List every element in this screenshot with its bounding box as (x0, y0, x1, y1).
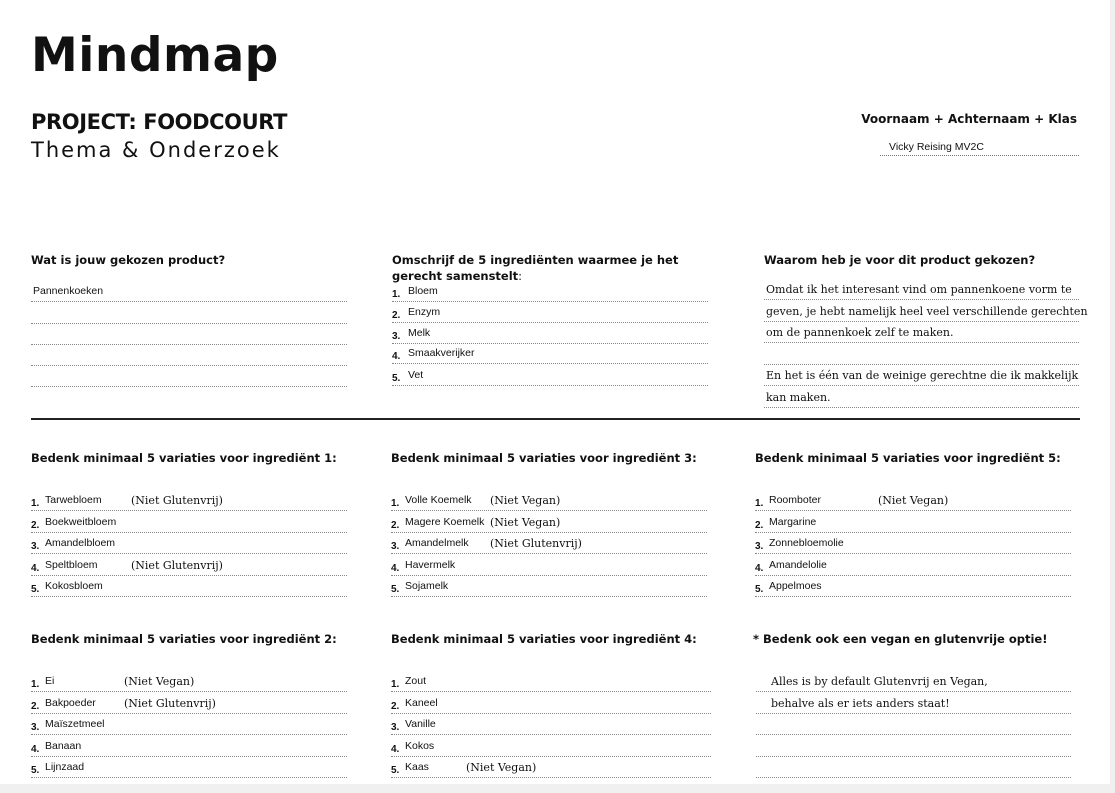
variation-note: (Niet Vegan) (490, 494, 561, 507)
variation-line[interactable] (31, 735, 347, 757)
variation-line[interactable] (31, 575, 347, 597)
answer-line[interactable] (31, 365, 347, 387)
variation-value: Magere Koemelk (405, 515, 485, 528)
vegan-line[interactable] (756, 670, 1071, 692)
ingredient-line[interactable] (392, 322, 708, 344)
variation-line[interactable] (31, 670, 347, 692)
project-theme: Thema & Onderzoek (31, 138, 281, 162)
variation-number: 2. (391, 519, 400, 531)
ingredient-number: 4. (392, 351, 401, 362)
ingredient-value: Smaakverijker (408, 347, 475, 359)
variation-question: Bedenk minimaal 5 variaties voor ingrediënt 2: (31, 632, 337, 646)
vegan-text: Alles is by default Glutenvrij en Vegan, (771, 675, 988, 688)
variation-value: Lijnzaad (45, 761, 85, 773)
variation-line[interactable] (755, 511, 1071, 533)
variation-value: Kokosbloem (45, 580, 103, 592)
vegan-line[interactable] (756, 735, 1071, 757)
reason-line[interactable] (764, 364, 1079, 386)
variation-value: Maïszetmeel (45, 718, 105, 730)
product-section (31, 252, 347, 297)
variation-note: (Niet Vegan) (124, 675, 195, 688)
variation-line[interactable] (391, 713, 711, 735)
variation-number: 1. (31, 498, 40, 509)
variation-question: Bedenk minimaal 5 variaties voor ingrediënt 1: (31, 451, 337, 465)
ingredient-value: Melk (408, 327, 431, 339)
ingredient-line[interactable] (392, 342, 708, 364)
variation-value: Banaan (45, 739, 82, 752)
variation-line[interactable] (391, 511, 707, 533)
variation-value: Appelmoes (769, 580, 822, 592)
variation-line[interactable] (391, 489, 707, 511)
variation-line[interactable] (391, 692, 711, 714)
variation-value: Bakpoeder (45, 696, 96, 709)
variation-number: 5. (31, 765, 40, 776)
ingredient-number: 2. (392, 310, 401, 321)
ingredient-line[interactable] (392, 301, 708, 323)
variation-value: Volle Koemelk (405, 494, 472, 506)
name-label: Voornaam + Achternaam + Klas (861, 112, 1077, 126)
reason-text: Omdat ik het interesant vind om pannenkoene vorm te (766, 283, 1072, 296)
ingredient-number: 1. (392, 289, 401, 300)
variation-section-1 (31, 450, 347, 595)
variation-number: 5. (391, 765, 400, 776)
variation-value: Speltbloem (45, 558, 98, 571)
reason-text: En het is één van de weinige gerechtne die ik makkelijk (766, 369, 1079, 382)
variation-note: (Niet Vegan) (490, 515, 561, 529)
variation-line[interactable] (31, 756, 347, 778)
project-title: PROJECT: FOODCOURT (31, 110, 288, 134)
variation-value: Roomboter (769, 494, 821, 506)
variation-line[interactable] (755, 489, 1071, 511)
variation-number: 1. (391, 498, 400, 509)
variation-value: Vanille (405, 718, 436, 730)
variation-line[interactable] (31, 532, 347, 554)
variation-value: Amandelolie (769, 558, 827, 571)
variation-number: 4. (391, 743, 400, 755)
variation-value: Amandelmelk (405, 537, 469, 549)
variation-value: Amandelbloem (45, 537, 116, 549)
page-title: Mindmap (31, 28, 279, 83)
variation-value: Ei (45, 675, 55, 687)
vegan-question: * Bedenk ook een vegan en glutenvrije optie! (753, 632, 1048, 646)
variation-line[interactable] (391, 575, 707, 597)
variation-number: 4. (31, 743, 40, 755)
answer-line[interactable] (31, 323, 347, 345)
variation-number: 3. (391, 722, 400, 733)
variation-number: 2. (31, 519, 40, 531)
variation-section-5 (391, 631, 711, 776)
vegan-text: behalve als er iets anders staat! (771, 696, 950, 710)
variation-line[interactable] (391, 735, 711, 757)
variation-number: 3. (391, 541, 400, 552)
variation-number: 5. (755, 584, 764, 595)
variation-line[interactable] (31, 554, 347, 576)
variation-value: Havermelk (405, 558, 456, 571)
product-question: Wat is jouw gekozen product? (31, 253, 226, 267)
variation-note: (Niet Vegan) (466, 761, 537, 774)
ingredients-section (392, 252, 722, 384)
variation-number: 2. (391, 700, 400, 712)
variation-value: Boekweitbloem (45, 515, 117, 528)
variation-number: 1. (391, 679, 400, 690)
reason-question: Waarom heb je voor dit product gekozen? (764, 253, 1036, 267)
variation-number: 5. (391, 584, 400, 595)
variation-question: Bedenk minimaal 5 variaties voor ingrediënt 5: (755, 451, 1061, 465)
reason-line[interactable] (764, 321, 1079, 343)
variation-line[interactable] (31, 511, 347, 533)
variation-number: 4. (31, 562, 40, 574)
variation-number: 2. (755, 519, 764, 531)
reason-section (764, 252, 1088, 404)
variation-line[interactable] (755, 575, 1071, 597)
variation-note: (Niet Glutenvrij) (124, 696, 216, 710)
product-answer-line[interactable] (31, 280, 347, 302)
variation-line[interactable] (391, 756, 711, 778)
vegan-section (753, 631, 1071, 710)
ingredient-number: 5. (392, 373, 401, 384)
variation-value: Kaas (405, 761, 429, 773)
section-divider (31, 418, 1080, 420)
variation-value: Kaneel (405, 696, 438, 709)
name-field[interactable] (880, 138, 1079, 156)
variation-value: Margarine (769, 515, 817, 528)
variation-number: 1. (755, 498, 764, 509)
reason-text: kan maken. (766, 390, 831, 404)
variation-section-3 (755, 450, 1071, 595)
variation-value: Zout (405, 675, 427, 687)
vegan-line[interactable] (756, 713, 1071, 735)
ingredient-number: 3. (392, 331, 401, 342)
variation-line[interactable] (755, 554, 1071, 576)
variation-number: 3. (31, 541, 40, 552)
name-value: Vicky Reising MV2C (889, 141, 984, 153)
variation-question: Bedenk minimaal 5 variaties voor ingrediënt 4: (391, 632, 697, 646)
variation-note: (Niet Glutenvrij) (490, 537, 582, 550)
variation-note: (Niet Vegan) (878, 494, 949, 507)
variation-value: Kokos (405, 739, 435, 752)
variation-question: Bedenk minimaal 5 variaties voor ingrediënt 3: (391, 451, 697, 465)
variation-number: 5. (31, 584, 40, 595)
ingredient-value: Bloem (408, 285, 438, 297)
variation-number: 2. (31, 700, 40, 712)
reason-line[interactable] (764, 386, 1079, 408)
variation-line[interactable] (31, 692, 347, 714)
variation-number: 3. (31, 722, 40, 733)
reason-line[interactable] (764, 343, 1079, 365)
variation-number: 3. (755, 541, 764, 552)
reason-text: geven, je hebt namelijk heel veel verschillende gerechten (766, 304, 1088, 318)
variation-value: Sojamelk (405, 580, 449, 592)
ingredient-line[interactable] (392, 364, 708, 386)
vegan-line[interactable] (756, 756, 1071, 778)
variation-line[interactable] (31, 489, 347, 511)
answer-line[interactable] (31, 344, 347, 366)
variation-note: (Niet Glutenvrij) (131, 558, 223, 572)
variation-line[interactable] (391, 554, 707, 576)
variation-line[interactable] (391, 670, 711, 692)
ingredient-value: Enzym (408, 306, 441, 318)
variation-note: (Niet Glutenvrij) (131, 494, 223, 507)
variation-section-2 (391, 450, 707, 595)
variation-line[interactable] (391, 532, 707, 554)
ingredient-value: Vet (408, 369, 424, 381)
variation-value: Zonnebloemolie (769, 537, 844, 549)
ingredient-line[interactable] (392, 280, 708, 302)
reason-line[interactable] (764, 278, 1079, 300)
variation-line[interactable] (755, 532, 1071, 554)
variation-section-4 (31, 631, 347, 776)
vegan-line[interactable] (756, 692, 1071, 714)
variation-number: 4. (755, 562, 764, 574)
reason-text: om de pannenkoek zelf te maken. (766, 326, 954, 339)
variation-value: Tarwebloem (45, 494, 102, 506)
product-answer: Pannenkoeken (33, 285, 104, 297)
variation-number: 1. (31, 679, 40, 690)
variation-number: 4. (391, 562, 400, 574)
ingredients-question: Omschrijf de 5 ingrediënten waarmee je het gerecht samenstelt: (392, 253, 679, 283)
reason-line[interactable] (764, 300, 1088, 322)
answer-line[interactable] (31, 302, 347, 324)
variation-line[interactable] (31, 713, 347, 735)
